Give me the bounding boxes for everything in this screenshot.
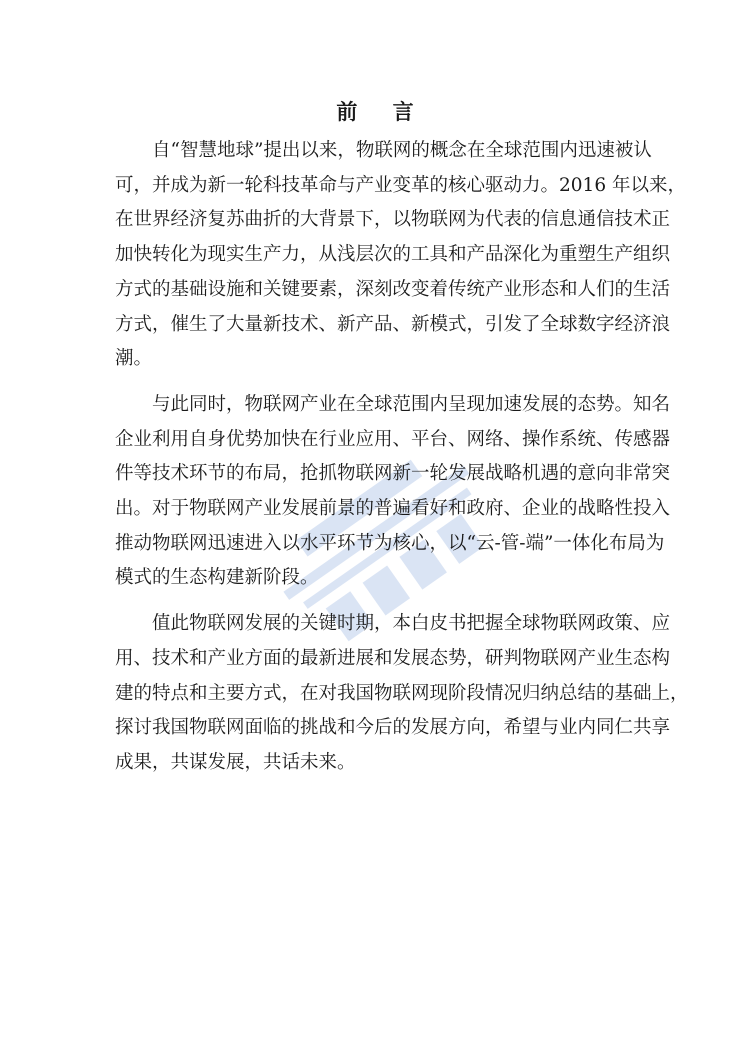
text-line: 件等技术环节的布局，抢抓物联网新一轮发展战略机遇的意向非常突 bbox=[115, 463, 671, 485]
text-line: 成果，共谋发展，共话未来。 bbox=[115, 751, 356, 773]
preface-body bbox=[115, 134, 689, 792]
text-line: 加快转化为现实生产力，从浅层次的工具和产品深化为重塑生产组织 bbox=[115, 244, 671, 266]
text-line: 值此物联网发展的关键时期，本白皮书把握全球物联网政策、应 bbox=[152, 613, 671, 635]
text-line: 在世界经济复苏曲折的大背景下，以物联网为代表的信息通信技术正 bbox=[115, 209, 671, 231]
text-line: 方式的基础设施和关键要素，深刻改变着传统产业形态和人们的生活 bbox=[115, 278, 671, 300]
text-line: 模式的生态构建新阶段。 bbox=[115, 567, 319, 589]
text-line: 推动物联网迅速进入以水平环节为核心，以“云-管-端”一体化布局为 bbox=[115, 532, 665, 554]
text-line: 探讨我国物联网面临的挑战和今后的发展方向，希望与业内同仁共享 bbox=[115, 717, 671, 739]
text-line: 潮。 bbox=[115, 348, 153, 370]
text-line: 出。对于物联网产业发展前景的普遍看好和政府、企业的战略性投入 bbox=[115, 498, 671, 520]
text-line: 用、技术和产业方面的最新进展和发展态势，研判物联网产业生态构 bbox=[115, 647, 671, 669]
paragraph bbox=[115, 134, 686, 377]
text-line: 建的特点和主要方式，在对我国物联网现阶段情况归纳总结的基础上， bbox=[115, 682, 689, 704]
paragraph bbox=[115, 607, 689, 781]
paragraph bbox=[115, 388, 671, 596]
text-line: 可，并成为新一轮科技革命与产业变革的核心驱动力。2016 年以来， bbox=[115, 174, 686, 196]
text-line: 企业利用自身优势加快在行业应用、平台、网络、操作系统、传感器 bbox=[115, 428, 671, 450]
text-line: 方式，催生了大量新技术、新产品、新模式，引发了全球数字经济浪 bbox=[115, 313, 671, 335]
text-line: 自“智慧地球”提出以来，物联网的概念在全球范围内迅速被认 bbox=[152, 140, 652, 161]
text-line: 与此同时，物联网产业在全球范围内呈现加速发展的态势。知名 bbox=[152, 393, 671, 415]
page-title: 前 言 bbox=[336, 100, 428, 124]
